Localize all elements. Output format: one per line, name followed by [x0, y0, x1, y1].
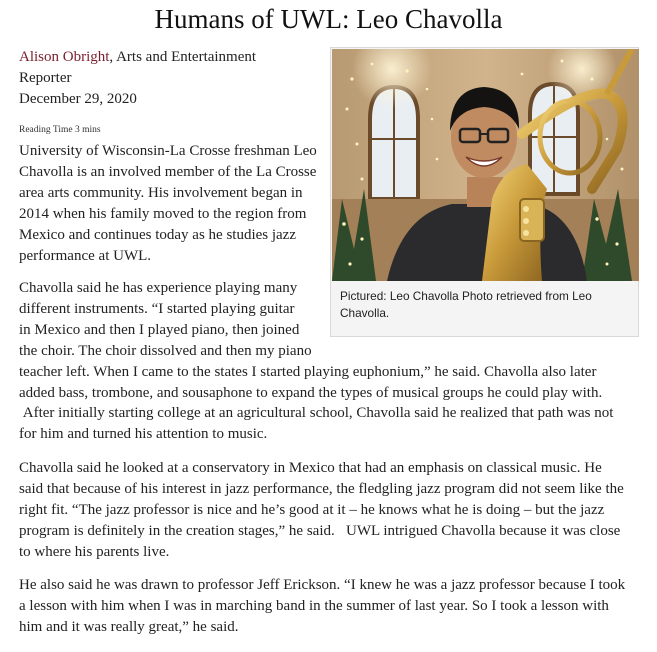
publish-date: December 29, 2020	[19, 91, 137, 107]
text-line: He also said he was drawn to professor Jeff Erickson. “I knew he was a jazz professor because I took	[19, 577, 626, 593]
author-link[interactable]: Alison Obright	[19, 49, 110, 65]
text-line: said that because of his interest in jazz performance, the fledgling jazz program did not seem like the	[19, 480, 624, 497]
byline	[19, 47, 256, 110]
reading-time: Reading Time 3 mins	[19, 125, 101, 135]
photo-illustration	[332, 49, 639, 281]
text-line: program is definitely in the creation stages,” he said. UWL intrigued Chavolla because it was close	[19, 522, 621, 539]
article-title: Humans of UWL: Leo Chavolla	[154, 4, 503, 34]
paragraph-3	[19, 458, 624, 563]
article-photo[interactable]	[332, 49, 639, 281]
photo-caption: Pictured: Leo Chavolla Photo retrieved from Leo Chavolla.	[340, 289, 592, 320]
text-line: to where his parents live.	[19, 543, 170, 560]
paragraph-1	[19, 141, 317, 266]
text-line: Chavolla is an involved member of the La Crosse	[19, 163, 317, 180]
text-line: for him and turned his attention to music.	[19, 426, 268, 443]
text-line: University of Wisconsin-La Crosse freshman Leo	[19, 143, 317, 159]
text-line: area arts community. His involvement began in	[19, 184, 303, 201]
text-line: different instruments. “I started playing guitar	[19, 300, 295, 317]
text-line: Chavolla said he looked at a conservatory in Mexico that had an emphasis on classical music. He	[19, 460, 602, 476]
text-line: After initially starting college at an agricultural school, Chavolla said he realized that path was not	[19, 405, 614, 422]
paragraph-2	[19, 278, 613, 445]
text-line: in Mexico and then I played piano, then joined	[19, 321, 300, 338]
text-line: 2014 when his family moved to the region from	[19, 205, 307, 222]
author-role: , Arts and Entertainment	[109, 49, 257, 65]
text-line: the choir. The choir dissolved and then my piano	[19, 342, 312, 359]
text-line: performance at UWL.	[19, 247, 152, 264]
text-line: added bass, trombone, and sousaphone to expand the types of musical groups he could play with.	[19, 384, 603, 401]
author-role-cont: Reporter	[19, 70, 72, 86]
text-line: Mexico and continues today as he studies jazz	[19, 226, 297, 243]
text-line: Chavolla said he has experience playing many	[19, 280, 298, 296]
paragraph-4	[19, 575, 625, 638]
byline-author-line	[19, 47, 256, 68]
text-line: him and it was really great,” he said.	[19, 618, 239, 635]
text-line: right fit. “The jazz professor is nice and he’s good at it – he knows what he is doing – but the jazz	[19, 501, 605, 518]
text-line: a lesson with him when I was in marching band in the summer of last year. So I took a lesson with	[19, 597, 609, 614]
text-line: teacher left. When I came to the states I started playing euphonium,” he said. Chavolla also later	[19, 363, 597, 380]
